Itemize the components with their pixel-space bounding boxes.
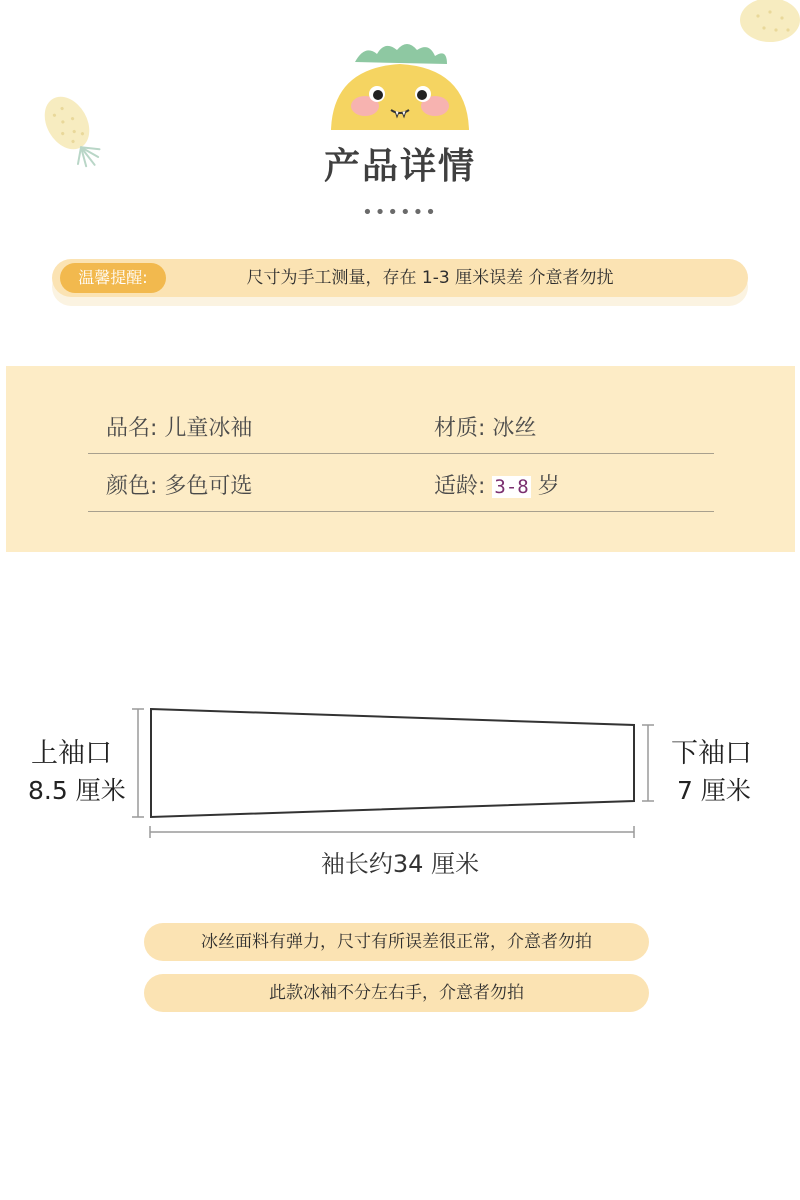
note-no-left-right: 此款冰袖不分左右手，介意者勿拍 bbox=[144, 974, 649, 1012]
material-field bbox=[434, 396, 536, 454]
bottom-cuff-label: 下袖口 bbox=[671, 738, 752, 769]
pineapple-mascot-icon bbox=[325, 40, 475, 132]
reminder-text: 尺寸为手工测量，存在 1-3 厘米误差 介意者勿扰 bbox=[246, 268, 614, 288]
material-label: 材质: bbox=[434, 416, 486, 441]
sleeve-outline bbox=[151, 709, 634, 817]
age-field bbox=[434, 454, 560, 512]
pineapple-decoration-right bbox=[728, 0, 800, 50]
product-name-value: 儿童冰袖 bbox=[164, 416, 253, 441]
age-label: 适龄: bbox=[434, 474, 486, 499]
top-cuff-size: 8.5 厘米 bbox=[28, 776, 126, 805]
top-cuff-label: 上袖口 bbox=[31, 738, 112, 769]
note-elastic-fabric: 冰丝面料有弹力，尺寸有所误差很正常，介意者勿拍 bbox=[144, 923, 649, 961]
reminder-tag: 温馨提醒: bbox=[60, 263, 166, 293]
color-value: 多色可选 bbox=[164, 474, 253, 499]
sleeve-length-caption bbox=[0, 844, 800, 879]
info-row bbox=[88, 454, 714, 512]
product-name-label: 品名: bbox=[106, 416, 158, 441]
color-label: 颜色: bbox=[106, 474, 158, 499]
info-row bbox=[88, 396, 714, 454]
age-unit: 岁 bbox=[537, 474, 560, 499]
page-title: 产品详情 bbox=[323, 146, 476, 187]
sleeve-length-label: 袖长约 bbox=[320, 850, 393, 878]
product-name-field bbox=[106, 396, 252, 454]
bottom-cuff-size: 7 厘米 bbox=[677, 776, 751, 805]
age-value: 3-8 bbox=[494, 476, 529, 498]
color-field bbox=[106, 454, 252, 512]
sleeve-length-value: 34 厘米 bbox=[392, 850, 480, 878]
material-value: 冰丝 bbox=[492, 416, 537, 441]
title-dots-divider: •••••• bbox=[362, 202, 438, 223]
